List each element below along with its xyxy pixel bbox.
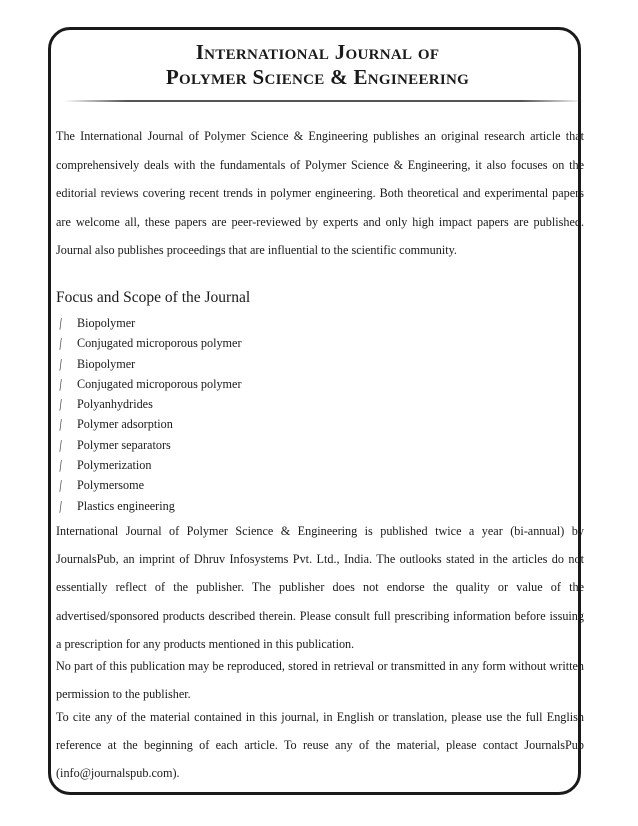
focus-scope-heading: Focus and Scope of the Journal	[56, 289, 251, 306]
publication-paragraph: International Journal of Polymer Science & Engineering is published twice a year (bi-annual) by JournalsPub, an imprint of Dhruv Infosystems Pvt. Ltd., India. The outlooks stated in the articles do not essentially reflect of the publisher. The publisher does not endorse the quality or value of the advertised/sponsored products described therein. Please consult full prescribing information before issuing a prescription for any products mentioned in this publication.	[56, 524, 584, 651]
bullet-icon: ╱	[56, 399, 65, 411]
list-item: ╱ Biopolymer	[56, 354, 242, 374]
bullet-icon: ╱	[56, 379, 65, 391]
bullet-icon: ╱	[56, 480, 65, 493]
list-item: ╱ Biopolymer	[56, 313, 242, 333]
journal-title-line-1: International Journal of	[195, 40, 440, 64]
bullet-icon: ╱	[56, 358, 65, 371]
title-divider	[64, 100, 584, 102]
list-item: ╱ Plastics engineering	[56, 496, 242, 516]
rights-paragraph: No part of this publication may be reproduced, stored in retrieval or transmitted in any form without written permission to the publisher.	[56, 659, 584, 702]
list-item: ╱ Polymer adsorption	[56, 414, 242, 434]
citation-paragraph: To cite any of the material contained in this journal, in English or translation, please use the full English reference at the beginning of each article. To reuse any of the material, please contact JournalsPub (info@journalspub.com).	[56, 710, 584, 781]
bullet-icon: ╱	[56, 419, 65, 432]
journal-title-line-2: Polymer Science & Engineering	[165, 65, 470, 89]
focus-scope-list	[56, 313, 242, 516]
journal-title	[48, 40, 587, 90]
list-item: ╱ Polymer separators	[56, 435, 242, 455]
list-item: ╱ Conjugated microporous polymer	[56, 333, 242, 353]
bullet-icon: ╱	[56, 338, 65, 350]
bullet-icon: ╱	[56, 440, 65, 452]
list-item: ╱ Conjugated microporous polymer	[56, 374, 242, 394]
bullet-icon: ╱	[56, 501, 65, 513]
list-item: ╱ Polymerization	[56, 455, 242, 475]
bullet-icon: ╱	[56, 460, 65, 472]
bullet-icon: ╱	[56, 318, 65, 330]
list-item: ╱ Polymersome	[56, 475, 242, 495]
intro-paragraph: The International Journal of Polymer Science & Engineering publishes an original research article that comprehensively deals with the fundamentals of Polymer Science & Engineering, it also focuses on the editorial reviews covering recent trends in polymer engineering. Both theoretical and experimental papers are welcome all, these papers are peer-reviewed by experts and only high impact papers are published. Journal also publishes proceedings that are influential to the scientific community.	[56, 129, 584, 258]
list-item: ╱ Polyanhydrides	[56, 394, 242, 414]
